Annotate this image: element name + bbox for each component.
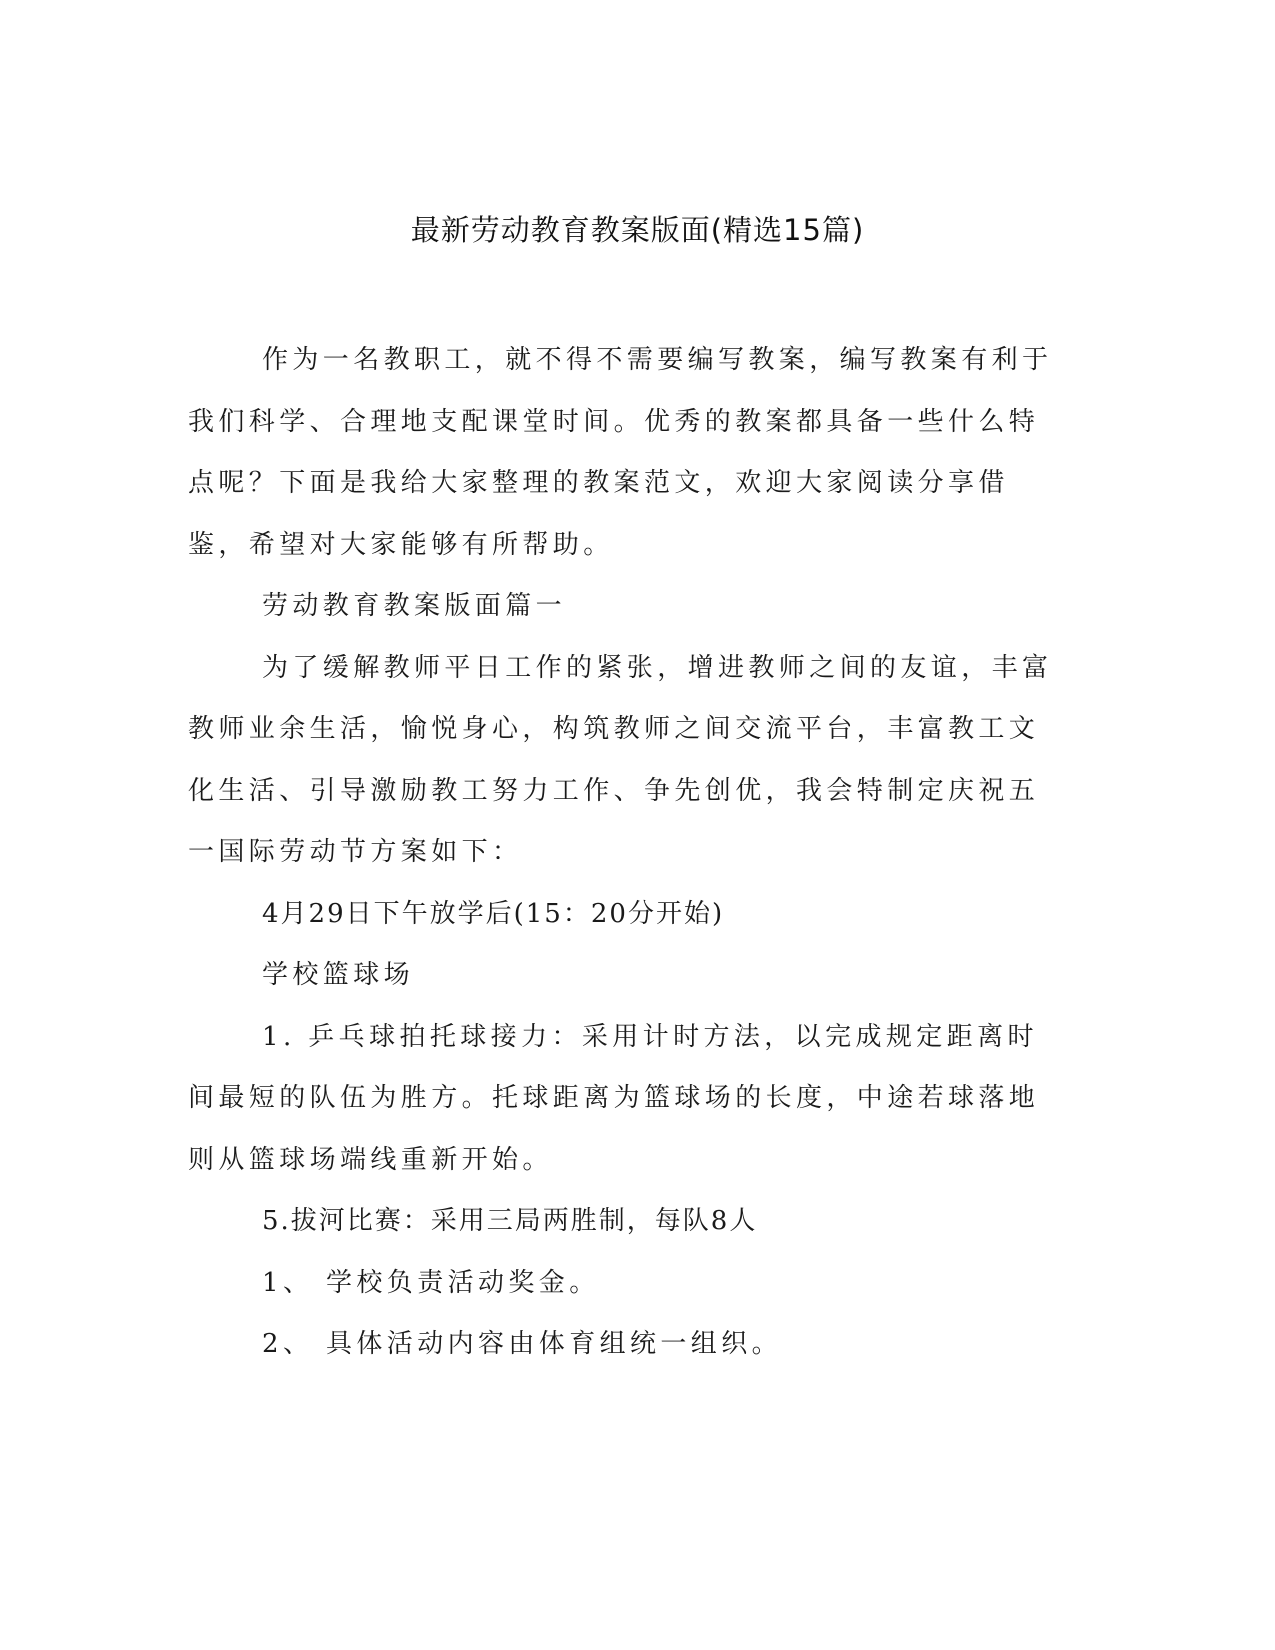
event-location: 学校篮球场 [262, 960, 415, 990]
note-item-2: 2、 具体活动内容由体育组统一组织。 [262, 1329, 783, 1359]
intro-paragraph: 作为一名教职工，就不得不需要编写教案，编写教案有利于我们科学、合理地支配课堂时间。优秀的教案都具备一些什么特点呢？下面是我给大家整理的教案范文，欢迎大家阅读分享借鉴，希望对大家能够有所帮助。 [188, 345, 1053, 560]
document-title: 最新劳动教育教案版面(精选15篇) [410, 213, 865, 247]
purpose-paragraph: 为了缓解教师平日工作的紧张，增进教师之间的友谊，丰富教师业余生活，愉悦身心，构筑教师之间交流平台，丰富教工文化生活、引导激励教工努力工作、争先创优，我会特制定庆祝五一国际劳动节方案如下： [188, 652, 1053, 867]
activity-item-1: 1. 乒乓球拍托球接力：采用计时方法，以完成规定距离时间最短的队伍为胜方。托球距离为篮球场的长度，中途若球落地则从篮球场端线重新开始。 [188, 1021, 1040, 1175]
note-item-1: 1、 学校负责活动奖金。 [262, 1267, 600, 1298]
event-time: 4月29日下午放学后(15：20分开始) [262, 898, 725, 929]
activity-item-5: 5.拔河比赛：采用三局两胜制，每队8人 [262, 1206, 758, 1236]
section-heading: 劳动教育教案版面篇一 [262, 591, 567, 621]
document-body [188, 330, 1068, 1376]
